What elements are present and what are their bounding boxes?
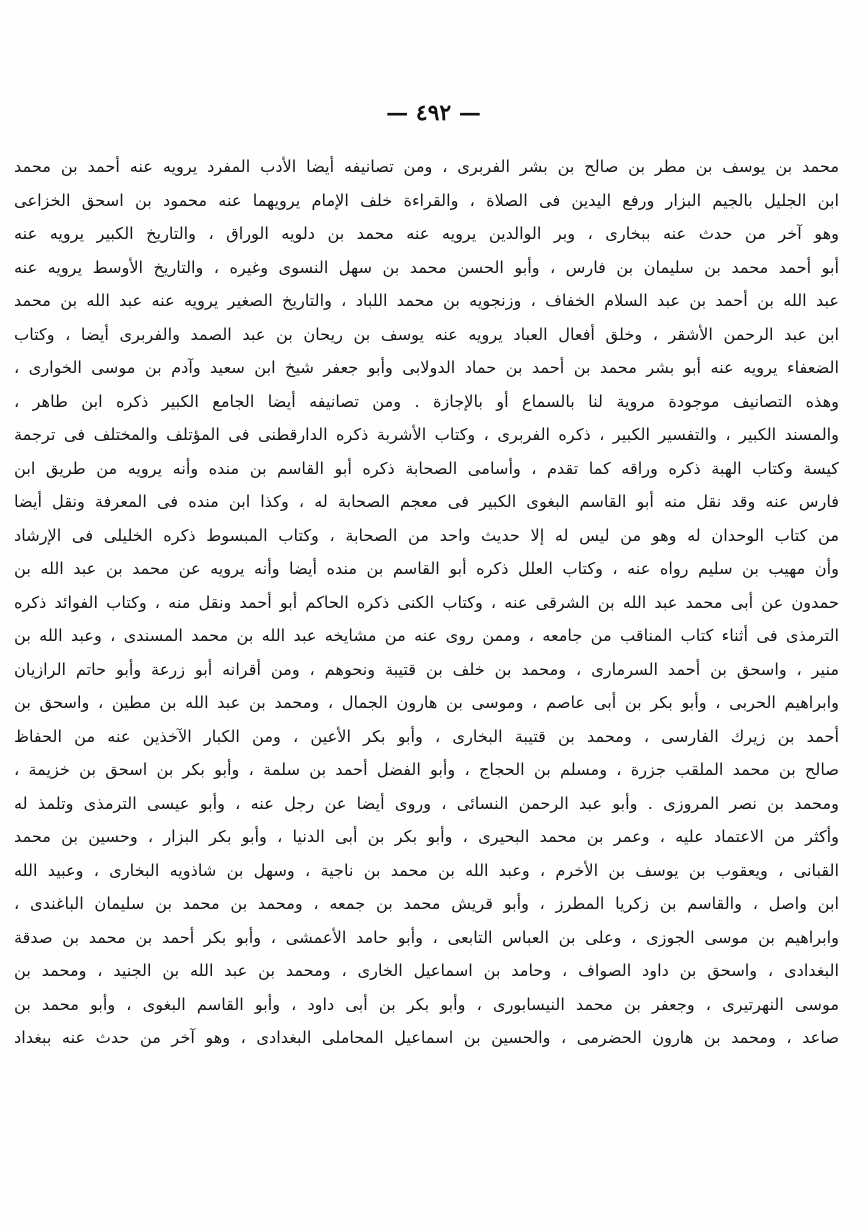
text-line: والمسند الكبير ، والتفسير الكبير ، ذكره الفربرى ، وكتاب الأشربة ذكره الدارقطنى فى المؤتلف والمختلف فى ترجمة (14, 425, 839, 444)
text-line: ومحمد بن نصر المروزى . وأبو عبد الرحمن النسائى ، وروى أيضا عن رجل عنه ، وأبو عيسى الترمذى وتلمذ له (14, 793, 839, 813)
text-line: من كتاب الوحدان له وهو من ليس له إلا حديث واحد من الصحابة ، وكتاب المبسوط ذكره الخليلى فى الإرشاد (14, 525, 839, 545)
text-line: ابن واصل ، والقاسم بن زكريا المطرز ، وأبو قريش محمد بن جمعه ، ومحمد بن محمد بن سليمان الباغندى ، (14, 894, 839, 913)
text-line: الترمذى فى أثناء كتاب المناقب من جامعه ، وممن روى عنه من مشايخه عبد الله بن محمد المسندى ، وعبد الله بن (14, 626, 839, 645)
text-line: منير ، واسحق بن أحمد السرمارى ، ومحمد بن خلف بن قتيبة ونحوهم ، ومن أقرانه أبو زرعة وأبو حاتم الرازيان (14, 659, 839, 679)
text-line: موسى النهرتيرى ، وجعفر بن محمد النيسابورى ، وأبو بكر بن أبى داود ، وأبو القاسم البغوى ، وأبو محمد بن (14, 994, 839, 1014)
text-line: ابن الجليل بالجيم البزار ورفع اليدين فى الصلاة ، والقراءة خلف الإمام يرويهما عنه محمود بن اسحق الخزاعى (14, 190, 839, 210)
text-line: وهو آخر من حدث عنه ببخارى ، وبر الوالدين يرويه عنه محمد بن دلويه الوراق ، والتاريخ الكبير يرويه عنه (14, 224, 839, 243)
text-line: محمد بن يوسف بن مطر بن صالح بن بشر الفربرى ، ومن تصانيفه أيضا الأدب المفرد يرويه عنه أحمد بن محمد (14, 157, 839, 176)
text-line: ابن عبد الرحمن الأشقر ، وخلق أفعال العباد يرويه عنه يوسف بن ريحان بن عبد الصمد والفربرى أيضا ، وكتاب (14, 324, 839, 344)
text-line: وأكثر من الاعتماد عليه ، وعمر بن محمد البحيرى ، وأبو بكر بن أبى الدنيا ، وأبو بكر البزار ، وحسين بن محمد (14, 827, 839, 846)
text-line: وابراهيم بن موسى الجوزى ، وعلى بن العباس التابعى ، وأبو حامد الأعمشى ، وأبو بكر أحمد بن محمد بن صدقة (14, 927, 839, 947)
text-line: حمدون عن أبى محمد عبد الله بن الشرقى عنه ، وكتاب الكنى ذكره الحاكم أبو أحمد ونقل منه ، وكتاب الفوائد ذكره (14, 592, 839, 612)
text-line: صالح بن محمد الملقب جزرة ، ومسلم بن الحجاج ، وأبو الفضل أحمد بن سلمة ، وأبو بكر بن اسحق بن خزيمة ، (14, 760, 839, 779)
text-line: وأن مهيب بن سليم رواه عنه ، وكتاب العلل ذكره أبو القاسم بن منده أيضا وأنه يرويه عن محمد بن عبد الله بن (14, 559, 839, 578)
body-text (14, 150, 839, 1055)
text-line: البغدادى ، واسحق بن داود الصواف ، وحامد بن اسماعيل الخارى ، ومحمد بن عبد الله بن الجنيد ، ومحمد بن (14, 961, 839, 980)
text-line: الضعفاء يرويه عنه أبو بشر محمد بن أحمد بن حماد الدولابى وأبو جعفر شيخ ابن سعيد وآدم بن موسى الخوارى ، (14, 358, 839, 377)
text-line: أبو أحمد محمد بن سليمان بن فارس ، وأبو الحسن محمد بن سهل النسوى وغيره ، والتاريخ الأوسط يرويه عنه (14, 257, 839, 277)
text-line: القبانى ، ويعقوب بن يوسف بن الأخرم ، وعبد الله بن محمد بن ناجية ، وسهل بن شاذويه البخارى ، وعبيد الله (14, 860, 839, 880)
text-line: عبد الله بن أحمد بن عبد السلام الخفاف ، وزنجويه بن محمد اللباد ، والتاريخ الصغير يرويه عنه عبد الله بن محمد (14, 291, 839, 310)
text-line: فارس عنه وقد نقل منه أبو القاسم البغوى الكبير فى معجم الصحابة له ، وكذا ابن منده فى المعرفة ونقل أيضا (14, 492, 839, 511)
text-line: أحمد بن زيرك الفارسى ، ومحمد بن قتيبة البخارى ، وأبو بكر الأعين ، ومن الكبار الآخذين عنه من الحفاظ (14, 726, 839, 746)
page-number: — ٤٩٢ — (386, 100, 481, 126)
text-line: صاعد ، ومحمد بن هارون الحضرمى ، والحسين بن اسماعيل المحاملى البغدادى ، وهو آخر من حدث عنه ببغداد (14, 1028, 839, 1047)
text-line: وهذه التصانيف موجودة مروية لنا بالسماع أو بالإجازة . ومن تصانيفه أيضا الجامع الكبير ذكره ابن طاهر ، (14, 391, 839, 411)
text-line: وابراهيم الحربى ، وأبو بكر بن أبى عاصم ، وموسى بن هارون الجمال ، ومحمد بن عبد الله بن مطين ، واسحق بن (14, 693, 839, 712)
text-line: كيسة وكتاب الهبة ذكره وراقه كما تقدم ، وأسامى الصحابة ذكره أبو القاسم بن منده وأنه يرويه من طريق ابن (14, 458, 839, 478)
